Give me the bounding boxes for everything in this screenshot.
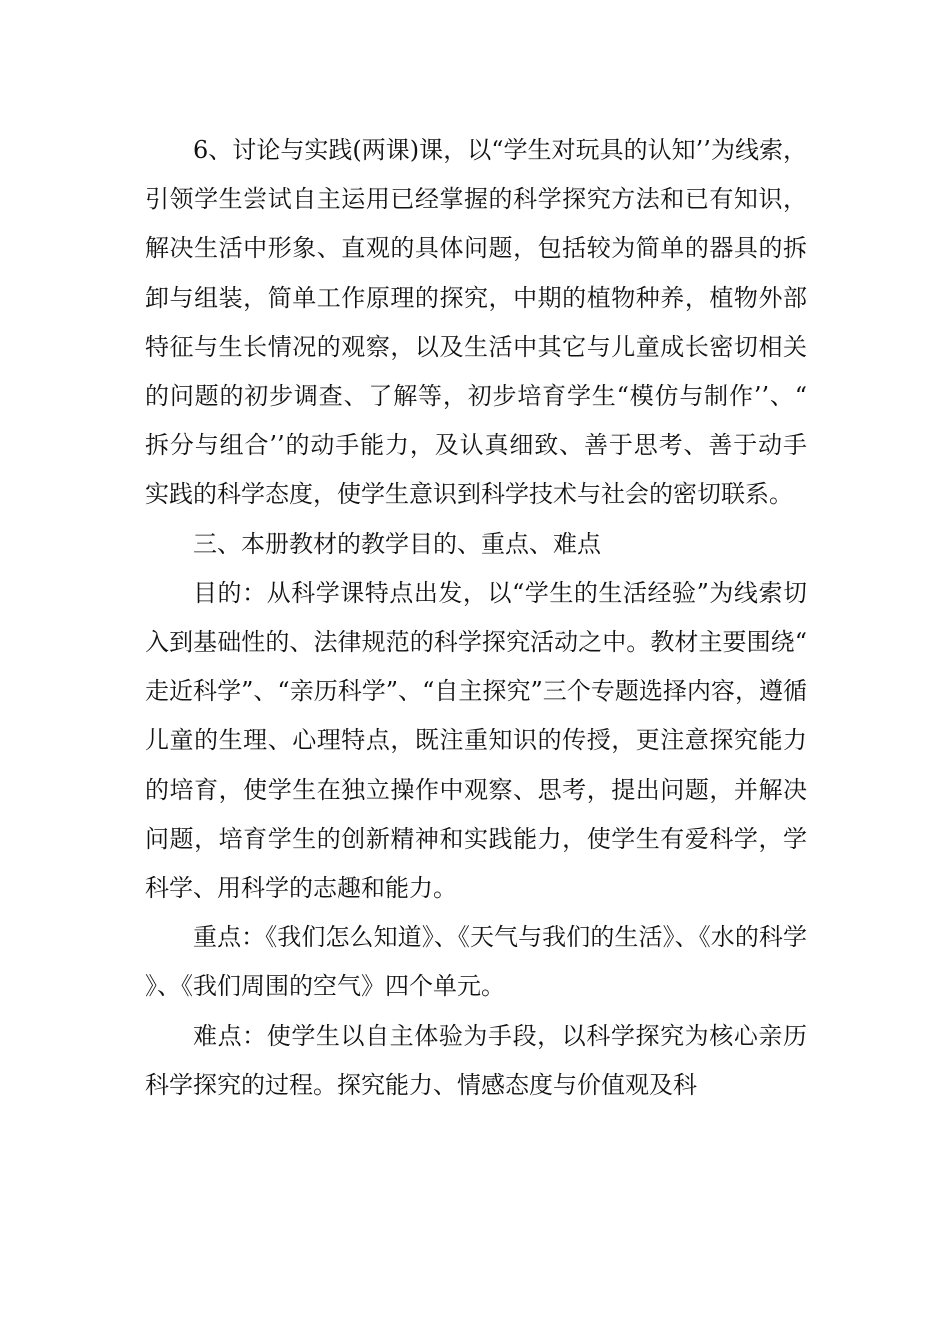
paragraph-key-points: 重点：《我们怎么知道》、《天气与我们的生活》、《水的科学》、《我们周围的空气》四个单元。 — [145, 923, 807, 1001]
paragraph-goals: 目的：从科学课特点出发，以“学生的生活经验”为线索切入到基础性的、法律规范的科学探究活动之中。教材主要围绕“走近科学”、“亲历科学”、“自主探究”三个专题选择内容，遵循儿童的生理、心理特点，既注重知识的传授，更注意探究能力的培育，使学生在独立操作中观察、思考，提出问题，并解决问题，培育学生的创新精神和实践能力，使学生有爱科学，学科学、用科学的志趣和能力。 — [145, 578, 807, 903]
section-heading-teaching-goals: 三、本册教材的教学目的、重点、难点 — [193, 529, 601, 558]
paragraph-difficulties: 难点：使学生以自主体验为手段，以科学探究为核心亲历科学探究的过程。探究能力、情感态度与价值观及科 — [145, 1021, 807, 1099]
document-page — [145, 126, 807, 1110]
paragraph-discussion-practice: 6、讨论与实践(两课)课，以“学生对玩具的认知’’为线索，引领学生尝试自主运用已经掌握的科学探究方法和已有知识，解决生活中形象、直观的具体问题，包括较为简单的器具的拆卸与组装，简单工作原理的探究，中期的植物种养，植物外部特征与生长情况的观察，以及生活中其它与儿童成长密切相关的问题的初步调查、了解等，初步培育学生“模仿与制作’’、“拆分与组合’’的动手能力，及认真细致、善于思考、善于动手实践的科学态度，使学生意识到科学技术与社会的密切联系。 — [145, 136, 807, 509]
